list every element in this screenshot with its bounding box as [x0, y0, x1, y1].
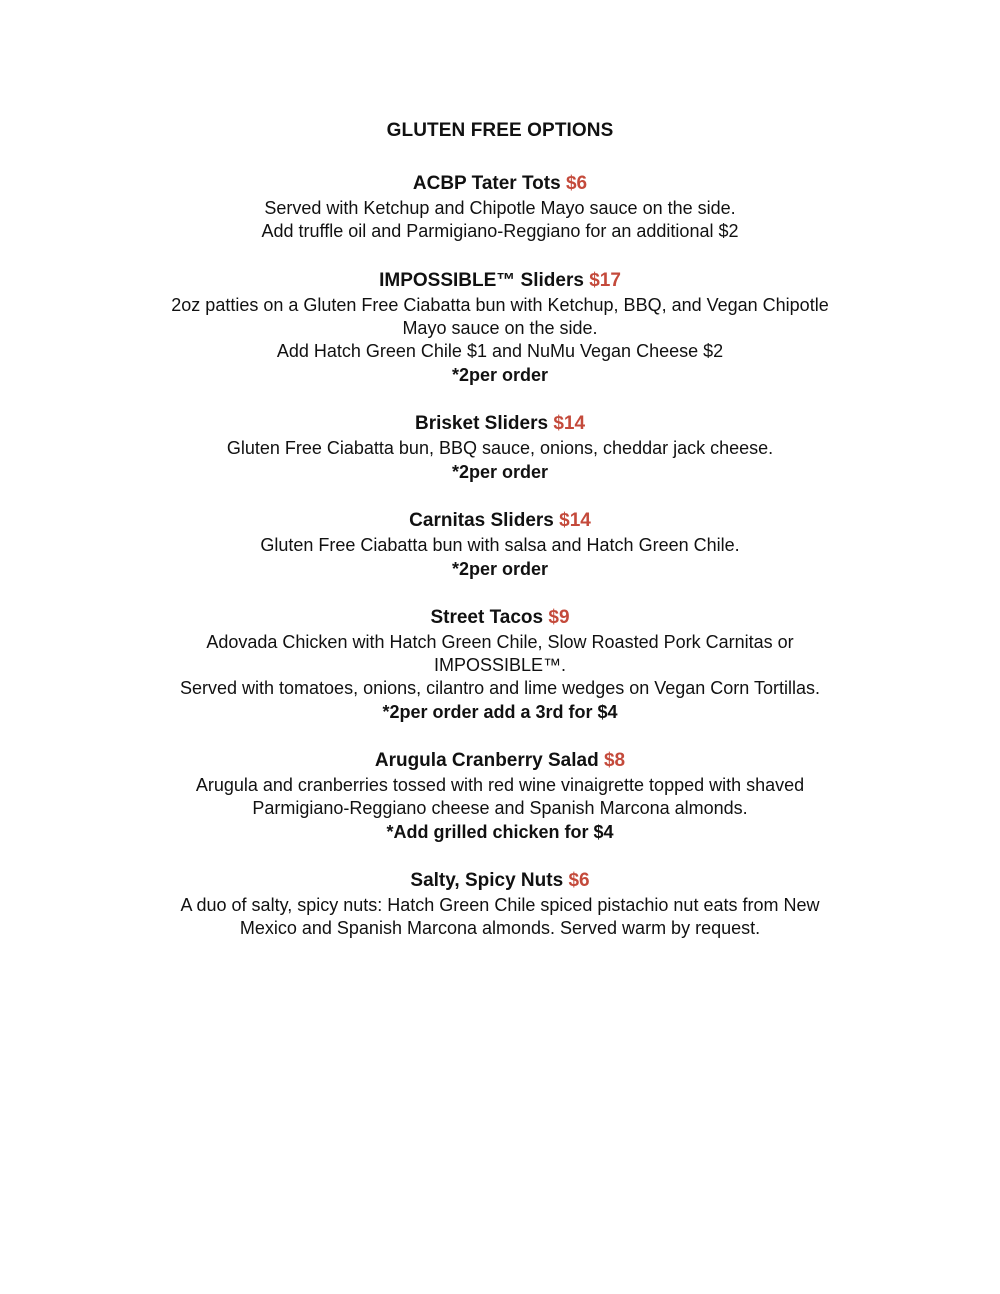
menu-item-tater-tots [100, 171, 900, 243]
item-description-line: Served with Ketchup and Chipotle Mayo sauce on the side. [264, 198, 736, 218]
item-price: $17 [589, 270, 621, 291]
item-description-line: Mexico and Spanish Marcona almonds. Served warm by request. [239, 918, 761, 938]
item-note: *Add grilled chicken for $4 [386, 822, 614, 842]
item-note: *2per order [451, 365, 549, 385]
item-name: Brisket Sliders [414, 413, 549, 434]
item-price: $14 [553, 413, 586, 434]
item-description-line: IMPOSSIBLE™. [433, 655, 567, 675]
item-name: IMPOSSIBLE™ Sliders [379, 270, 584, 291]
menu-item-arugula-cranberry-salad [100, 748, 900, 844]
item-heading [100, 268, 900, 294]
menu-page [100, 118, 900, 940]
menu-item-brisket-sliders [100, 411, 900, 484]
item-description-line: Parmigiano-Reggiano cheese and Spanish Marcona almonds. [252, 798, 748, 818]
item-description-line: Served with tomatoes, onions, cilantro and lime wedges on Vegan Corn Tortillas. [179, 678, 821, 698]
item-name: Carnitas Sliders [409, 510, 554, 531]
item-price: $14 [559, 510, 591, 531]
item-price: $6 [565, 173, 588, 194]
menu-item-salty-spicy-nuts [100, 868, 900, 940]
item-heading [100, 748, 900, 774]
item-note: *2per order [451, 462, 549, 482]
item-heading [100, 171, 900, 197]
menu-item-carnitas-sliders [100, 508, 900, 581]
item-description-line: Adovada Chicken with Hatch Green Chile, Slow Roasted Pork Carnitas or [206, 632, 794, 652]
item-description-line: Mayo sauce on the side. [402, 318, 598, 338]
item-description-line: Arugula and cranberries tossed with red wine vinaigrette topped with shaved [195, 775, 805, 795]
item-description-line: Gluten Free Ciabatta bun, BBQ sauce, onions, cheddar jack cheese. [226, 438, 774, 458]
item-note: *2per order [451, 559, 549, 579]
item-heading [100, 868, 900, 894]
menu-title: GLUTEN FREE OPTIONS [386, 120, 614, 141]
item-price: $9 [548, 607, 570, 628]
menu-item-street-tacos [100, 605, 900, 724]
item-description-line: A duo of salty, spicy nuts: Hatch Green Chile spiced pistachio nut eats from New [180, 895, 820, 915]
item-heading [100, 411, 900, 437]
item-description-line: Gluten Free Ciabatta bun with salsa and Hatch Green Chile. [260, 535, 740, 555]
menu-item-impossible-sliders [100, 268, 900, 387]
item-note: *2per order add a 3rd for $4 [382, 702, 618, 722]
item-name: Salty, Spicy Nuts [410, 870, 564, 891]
item-price: $8 [603, 750, 626, 771]
item-heading [100, 508, 900, 534]
item-name: ACBP Tater Tots [412, 173, 561, 194]
item-price: $6 [568, 870, 590, 891]
item-name: Street Tacos [430, 607, 544, 628]
item-name: Arugula Cranberry Salad [374, 750, 599, 771]
item-description-line: Add truffle oil and Parmigiano-Reggiano for an additional $2 [261, 221, 739, 241]
item-heading [100, 605, 900, 631]
item-description-line: 2oz patties on a Gluten Free Ciabatta bun with Ketchup, BBQ, and Vegan Chipotle [171, 295, 829, 315]
item-description-line: Add Hatch Green Chile $1 and NuMu Vegan Cheese $2 [276, 341, 724, 361]
